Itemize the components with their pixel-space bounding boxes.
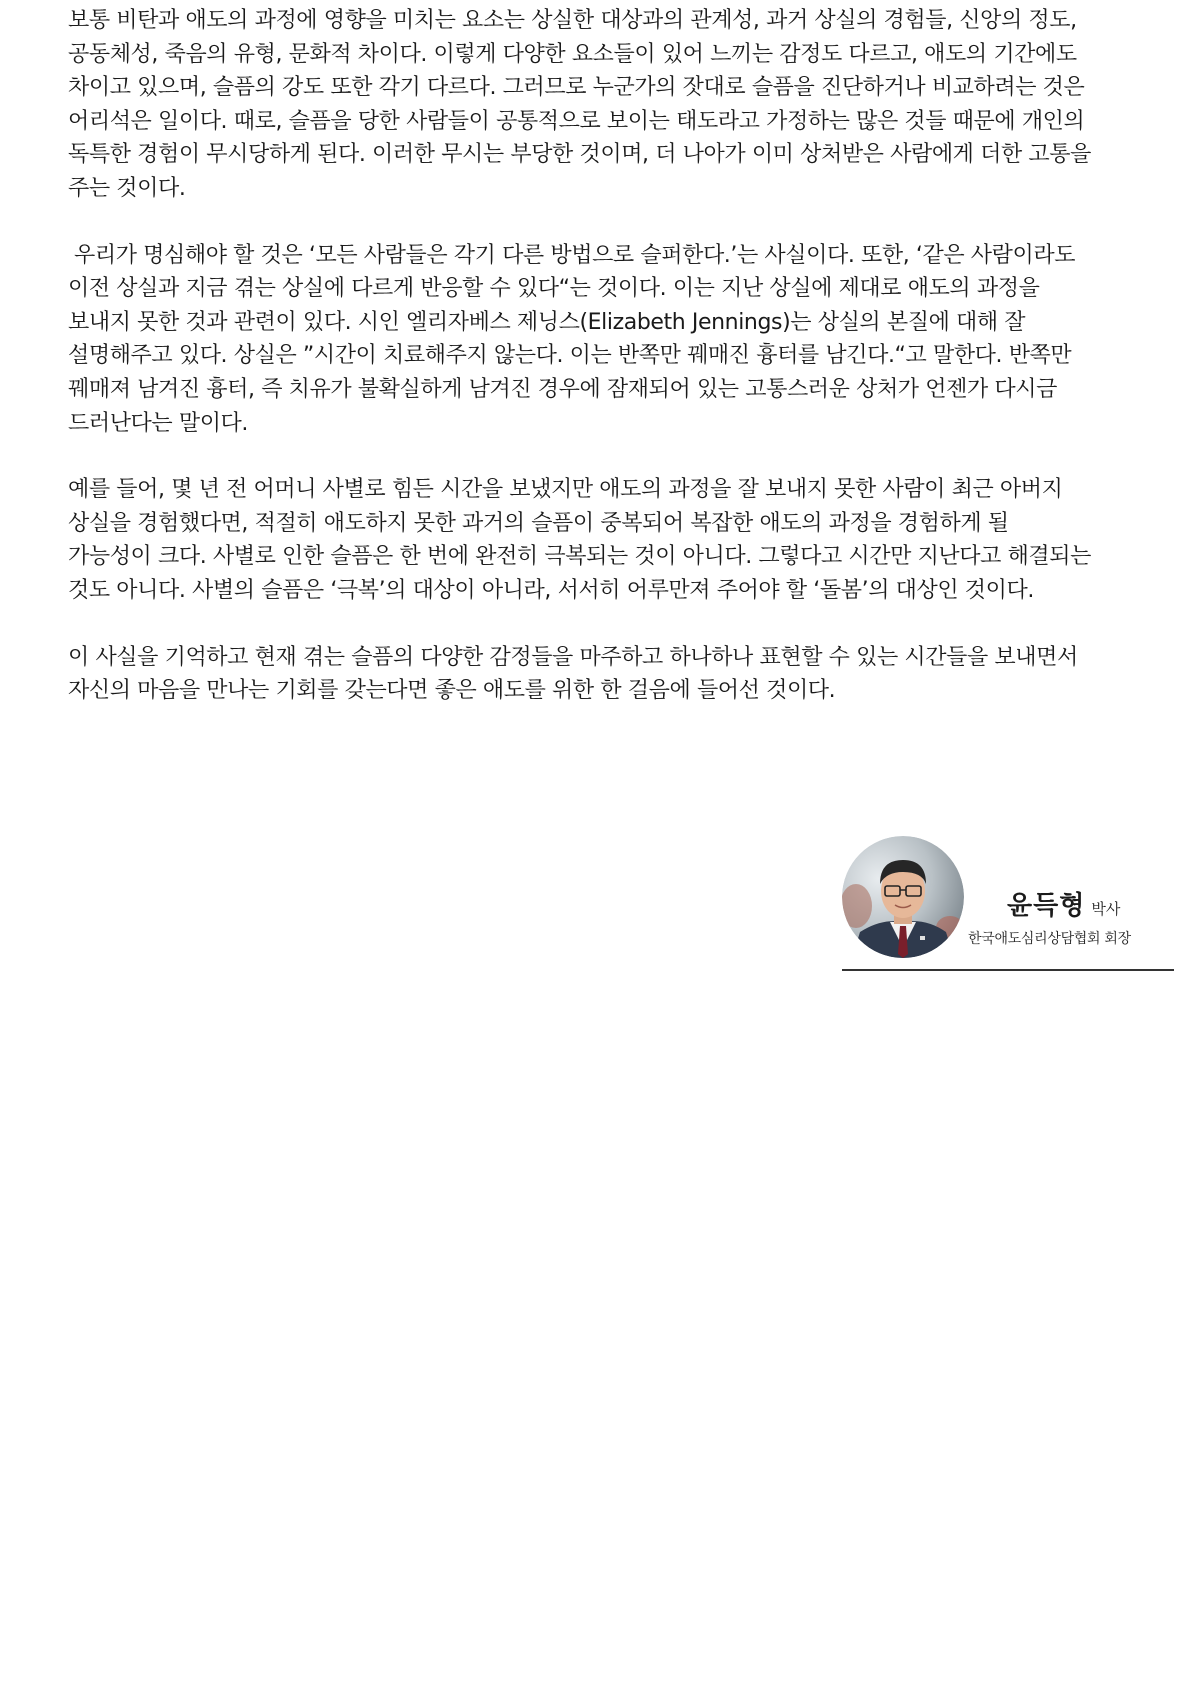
paragraph-grieving-differently: 우리가 명심해야 할 것은 ‘모든 사람들은 각기 다른 방법으로 슬퍼한다.’는 사실이다. 또한, ‘같은 사람이라도 이전 상실과 지금 겪는 상실에 다르게 반응할 수 있다“는 것이다. 이는 지난 상실에 제대로 애도의 과정을 보내지 못한 것과 관련이 있다. 시인 엘리자베스 제닝스(Elizabeth Jennings)는 상실의 본질에 대해 잘 설명해주고 있다. 상실은 ”시간이 치료해주지 않는다. 이는 반쪽만 꿰매진 흉터를 남긴다.“고 말한다. 반쪽만 꿰매져 남겨진 흉터, 즉 치유가 불확실하게 남겨진 경우에 잠재되어 있는 고통스러운 상처가 언젠가 다시금 드러난다는 말이다. — [68, 242, 1076, 436]
paragraph-factors: 보통 비탄과 애도의 과정에 영향을 미치는 요소는 상실한 대상과의 관계성, 과거 상실의 경험들, 신앙의 정도, 공동체성, 죽음의 유형, 문화적 차이다. 이렇게 다양한 요소들이 있어 느끼는 감정도 다르고, 애도의 기간에도 차이고 있으며, 슬픔의 강도 또한 각기 다르다. 그러므로 누군가의 잣대로 슬픔을 진단하거나 비교하려는 것은 어리석은 일이다. 때로, 슬픔을 당한 사람들이 공통적으로 보이는 태도라고 가정하는 많은 것들 때문에 개인의 독특한 경험이 무시당하게 된다. 이러한 무시는 부당한 것이며, 더 나아가 이미 상처받은 사람에게 더한 고통을 주는 것이다. — [68, 8, 1091, 201]
author-role: 한국애도심리상담협회 회장 — [968, 931, 1131, 947]
author-name: 윤득형 — [1007, 891, 1086, 921]
author-card — [842, 836, 1174, 972]
author-degree: 박사 — [1091, 900, 1121, 918]
paragraph-example: 예를 들어, 몇 년 전 어머니 사별로 힘든 시간을 보냈지만 애도의 과정을 잘 보내지 못한 사람이 최근 아버지 상실을 경험했다면, 적절히 애도하지 못한 과거의 슬픔이 중복되어 복잡한 애도의 과정을 경험하게 될 가능성이 크다. 사별로 인한 슬픔은 한 번에 완전히 극복되는 것이 아니다. 그렇다고 시간만 지난다고 해결되는 것도 아니다. 사별의 슬픔은 ‘극복’의 대상이 아니라, 서서히 어루만져 주어야 할 ‘돌봄’의 대상인 것이다. — [68, 477, 1091, 603]
paragraph-conclusion: 이 사실을 기억하고 현재 겪는 슬픔의 다양한 감정들을 마주하고 하나하나 표현할 수 있는 시간들을 보내면서 자신의 마음을 만나는 기회를 갖는다면 좋은 애도를 위한 한 걸음에 들어선 것이다. — [68, 644, 1078, 704]
author-divider — [842, 969, 1174, 971]
article-body — [68, 4, 1098, 741]
author-avatar — [842, 836, 964, 958]
author-name-row — [1007, 885, 1120, 922]
